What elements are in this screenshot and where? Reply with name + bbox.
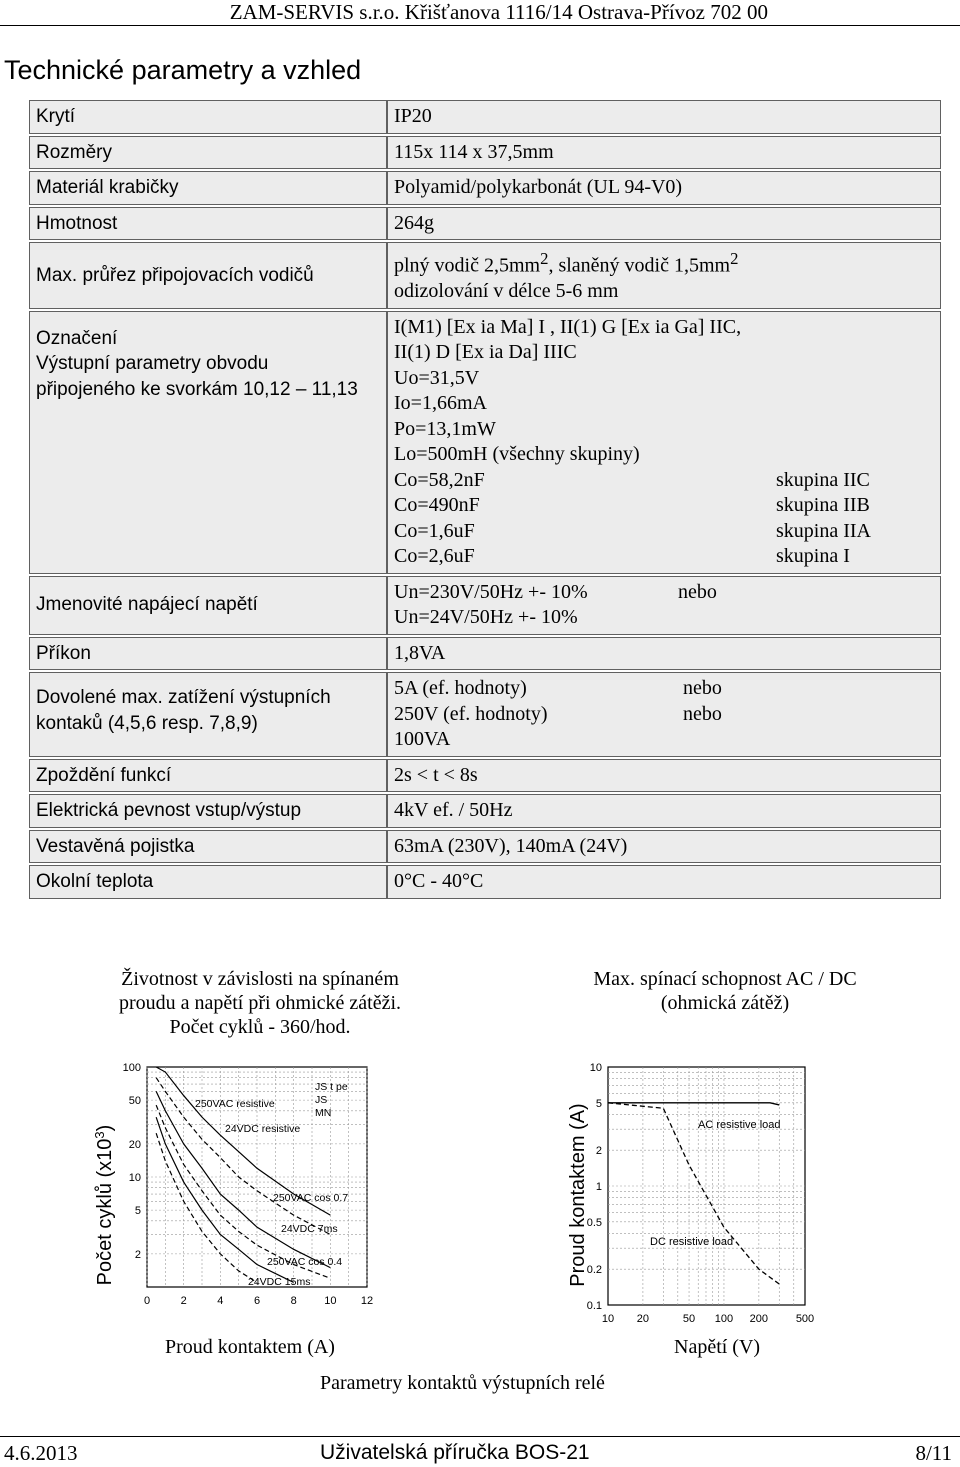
value-line: Po=13,1mW [394,417,496,440]
table-row [29,576,941,635]
title-line: Max. spínací schopnost AC / DC [593,968,857,990]
row-label: Jmenovité napájecí napětí [29,576,387,635]
title-line: proudu a napětí při ohmické zátěži. [118,992,402,1014]
y-tick-label: 10 [589,1062,602,1074]
table-row [29,242,941,309]
row-label: Příkon [29,637,387,671]
table-row [29,171,941,205]
label-js-top: JS t pe [315,1081,348,1093]
y-tick-label: 100 [122,1062,141,1074]
label-24vdc-15ms: 24VDC 15ms [248,1276,311,1288]
footer-title: Uživatelská příručka BOS-21 [320,1441,590,1464]
superscript: 2 [730,249,739,268]
row-label: Max. průřez připojovacích vodičů [29,242,387,309]
value-line [394,676,934,702]
label-24vdc-resistive: 24VDC resistive [225,1123,301,1135]
row-value [387,311,941,574]
row-value: 63mA (230V), 140mA (24V) [387,830,941,864]
value-text: Co=58,2nF [394,468,485,491]
value-line: II(1) D [Ex ia Da] IIIC [394,341,577,364]
x-tick-label: 4 [217,1295,224,1307]
y-tick-label: 5 [595,1097,602,1110]
value-line [394,493,934,519]
label-mn: MN [315,1107,332,1119]
x-tick-label: 500 [795,1313,815,1325]
x-tick-label: 2 [180,1295,187,1307]
row-label: Zpoždění funkcí [29,759,387,793]
table-row [29,865,941,899]
value-line [394,246,934,279]
row-value: Polyamid/polykarbonát (UL 94-V0) [387,171,941,205]
label-line: připojeného ke svorkám 10,12 – 11,13 [36,378,358,400]
chart1-xlabel: Proud kontaktem (A) [165,1336,335,1358]
section-title: Technické parametry a vzhled [4,55,362,85]
row-value: 0°C - 40°C [387,865,941,899]
chart2-xlabel: Napětí (V) [674,1336,761,1358]
row-value: 2s < t < 8s [387,759,941,793]
page-header [0,0,960,26]
x-tick-label: 8 [290,1295,297,1307]
group-text: skupina IIA [776,519,871,542]
table-row [29,794,941,828]
footer-rule [0,1436,960,1437]
y-tick-label: 20 [128,1138,141,1151]
y-tick-label: 5 [134,1205,141,1218]
value-line [394,702,934,728]
footer-page: 8/11 [915,1441,952,1465]
value-text: nebo [683,702,722,725]
chart2-title [560,967,890,1015]
row-value: IP20 [387,100,941,134]
x-tick-label: 12 [360,1295,374,1307]
title-line: Životnost v závislosti na spínaném [121,968,399,990]
table-row [29,637,941,671]
table-row [29,830,941,864]
table-row [29,100,941,134]
label-line: kontaků (4,5,6 resp. 7,8,9) [36,712,258,734]
value-line: Un=24V/50Hz +- 10% [394,606,578,629]
label-dc-resistive-load: DC resistive load [650,1236,734,1248]
series-line [608,1103,779,1105]
superscript: 2 [540,249,549,268]
value-text: Co=490nF [394,494,480,517]
table-row [29,311,941,574]
value-line: Lo=500mH (všechny skupiny) [394,443,640,466]
label-250vac-resistive: 250VAC resistive [195,1098,275,1110]
title-line: (ohmická zátěž) [660,992,790,1014]
value-line: Uo=31,5V [394,366,480,389]
value-text: nebo [683,677,722,700]
parameters-table [29,98,941,901]
capacity-chart [560,1055,830,1330]
chart1-ylabel [92,1125,117,1286]
y-tick-label: 2 [134,1248,141,1261]
row-label: Krytí [29,100,387,134]
value-line: Io=1,66mA [394,392,487,415]
row-value: 115x 114 x 37,5mm [387,136,941,170]
row-value: 264g [387,207,941,241]
x-tick-label: 100 [714,1313,734,1325]
chart2-ylabel: Proud kontaktem (A) [567,1103,589,1287]
label-line: Označení [36,327,118,349]
value-text: plný vodič 2,5mm [394,254,541,277]
ylabel-end: ) [94,1124,116,1132]
row-label: Elektrická pevnost vstup/výstup [29,794,387,828]
x-tick-label: 10 [601,1313,615,1325]
label-line: Dovolené max. zatížení výstupních [36,687,331,709]
row-value [387,242,941,309]
life-chart [85,1055,395,1330]
value-text: 250V (ef. hodnoty) [394,702,548,725]
group-text: skupina I [776,545,850,568]
y-tick-label: 10 [128,1172,141,1184]
label-250vac-cos07: 250VAC cos 0.7 [273,1192,349,1204]
title-line: Počet cyklů - 360/hod. [169,1016,351,1038]
row-label: Materiál krabičky [29,171,387,205]
chart2-ticks [587,1062,814,1325]
y-tick-label: 1 [595,1181,602,1193]
table-row [29,136,941,170]
label-line: Výstupní parametry obvodu [36,353,269,375]
x-tick-label: 10 [324,1295,337,1307]
table-row [29,207,941,241]
row-label: Hmotnost [29,207,387,241]
x-tick-label: 6 [253,1295,261,1307]
label-24vdc-7ms: 24VDC 7ms [281,1223,338,1235]
y-tick-label: 0.1 [586,1300,602,1312]
ylabel-text: Počet cyklů (x10 [94,1138,116,1286]
footer-date: 4.6.2013 [4,1441,78,1465]
value-line: odizolování v délce 5-6 mm [394,280,619,303]
row-value: 4kV ef. / 50Hz [387,794,941,828]
group-text: skupina IIC [776,468,870,491]
row-value [387,672,941,757]
row-value [387,576,941,635]
chart1-title [90,967,430,1039]
x-tick-label: 50 [682,1313,696,1325]
value-text: Co=1,6uF [394,519,475,542]
row-label: Okolní teplota [29,865,387,899]
value-text: nebo [678,580,717,603]
value-text: , slaněný vodič 1,5mm [548,254,731,277]
value-line [394,519,934,545]
row-label [29,672,387,757]
label-ac-resistive-load: AC resistive load [698,1119,781,1131]
value-line [394,468,934,494]
y-tick-label: 0.5 [586,1216,602,1229]
x-tick-label: 0 [143,1295,151,1307]
value-text: Co=2,6uF [394,545,475,568]
label-250vac-cos04: 250VAC cos 0.4 [267,1256,343,1268]
row-label: Rozměry [29,136,387,170]
value-line [394,580,934,606]
chart1-annotations [195,1081,348,1288]
row-value: 1,8VA [387,637,941,671]
y-tick-label: 0.2 [586,1264,602,1277]
header-rule [0,25,960,26]
x-tick-label: 200 [749,1313,769,1325]
row-label: Vestavěná pojistka [29,830,387,864]
company-address: ZAM-SERVIS s.r.o. Křišťanova 1116/14 Ostrava-Přívoz 702 00 [229,0,768,24]
label-js: JS [315,1094,328,1106]
value-line: I(M1) [Ex ia Ma] I , II(1) G [Ex ia Ga] IIC, [394,315,742,338]
group-text: skupina IIB [776,494,870,517]
value-text: 5A (ef. hodnoty) [394,677,527,700]
x-tick-label: 20 [636,1313,650,1325]
value-text: Un=230V/50Hz +- 10% [394,580,588,603]
value-line: 100VA [394,728,451,751]
row-label [29,311,387,574]
charts-caption: Parametry kontaktů výstupních relé [320,1372,605,1394]
y-tick-label: 50 [128,1095,141,1108]
ylabel-superscript: 3 [91,1131,107,1139]
value-line [394,544,934,570]
y-tick-label: 2 [595,1145,602,1158]
table-row [29,759,941,793]
table-row [29,672,941,757]
